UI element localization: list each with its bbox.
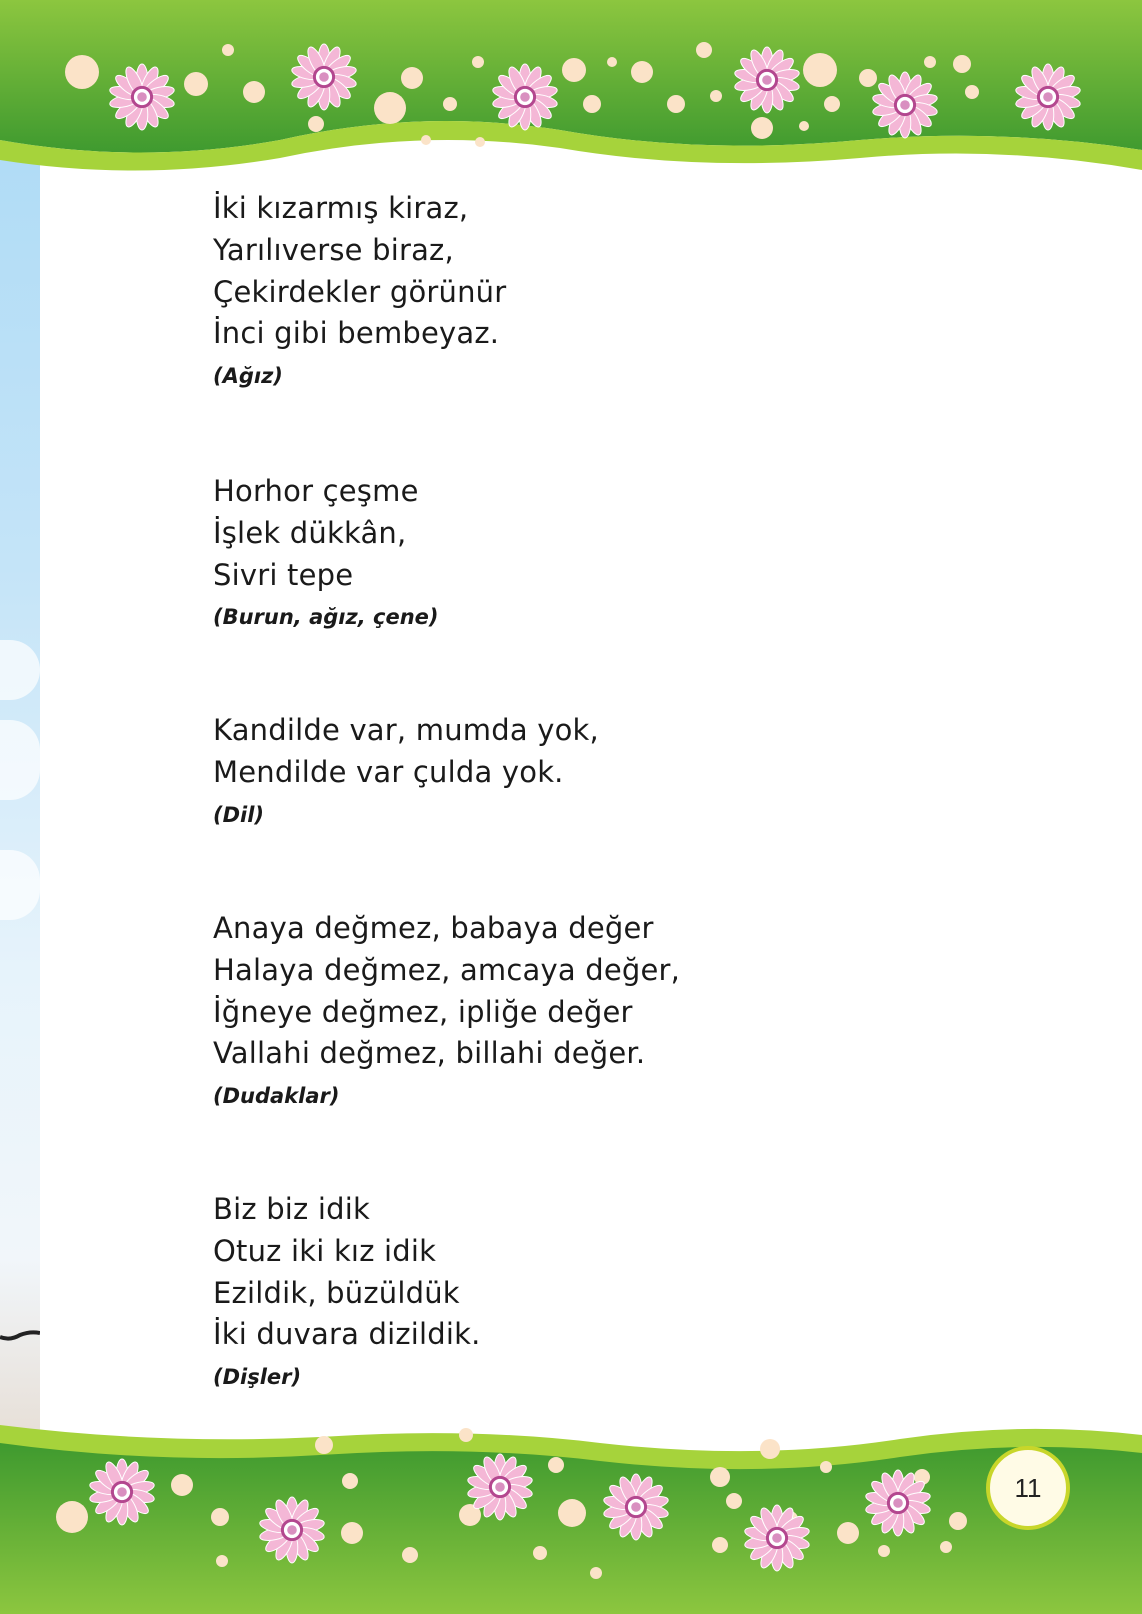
dot-decoration bbox=[171, 1474, 193, 1496]
dot-decoration bbox=[878, 1545, 890, 1557]
dot-decoration bbox=[712, 1537, 728, 1553]
riddle-answer: (Dudaklar) bbox=[213, 1084, 340, 1109]
riddle-block bbox=[213, 908, 680, 1111]
dot-decoration bbox=[374, 92, 406, 124]
riddle-line: Kandilde var, mumda yok, bbox=[213, 713, 599, 747]
riddle-line: Vallahi değmez, billahi değer. bbox=[213, 1036, 646, 1071]
dot-decoration bbox=[341, 1522, 363, 1544]
riddle-block bbox=[213, 1189, 481, 1392]
riddle-line: İki duvara dizildik. bbox=[213, 1317, 481, 1352]
dot-decoration bbox=[472, 56, 484, 68]
dot-decoration bbox=[421, 135, 431, 145]
dot-decoration bbox=[216, 1555, 228, 1567]
dot-decoration bbox=[459, 1428, 473, 1442]
dot-decoration bbox=[56, 1501, 88, 1533]
dot-decoration bbox=[443, 97, 457, 111]
dot-decoration bbox=[342, 1473, 358, 1489]
bottom-floral-band bbox=[0, 1425, 1142, 1614]
riddle-line: Halaya değmez, amcaya değer, bbox=[213, 952, 681, 987]
riddle-block bbox=[213, 710, 599, 830]
side-cloud bbox=[0, 720, 40, 800]
top-floral-band bbox=[0, 0, 1142, 180]
dot-decoration bbox=[222, 44, 234, 56]
riddle-line: İnci gibi bembeyaz. bbox=[213, 316, 500, 351]
dot-decoration bbox=[726, 1493, 742, 1509]
riddle-line: İki kızarmış kiraz, bbox=[213, 191, 469, 225]
riddle-line: Ezildik, büzüldük bbox=[213, 1275, 460, 1310]
dot-decoration bbox=[953, 55, 971, 73]
dot-decoration bbox=[308, 116, 324, 132]
riddle-answer: (Dil) bbox=[213, 802, 265, 827]
riddle-block bbox=[213, 188, 506, 391]
riddle-line: Horhor çeşme bbox=[213, 474, 419, 508]
dot-decoration bbox=[65, 55, 99, 89]
dot-decoration bbox=[710, 1467, 730, 1487]
dot-decoration bbox=[965, 85, 979, 99]
dot-decoration bbox=[760, 1439, 780, 1459]
riddle-block bbox=[213, 471, 439, 632]
dot-decoration bbox=[696, 42, 712, 58]
dot-decoration bbox=[751, 117, 773, 139]
dot-decoration bbox=[548, 1457, 564, 1473]
dot-decoration bbox=[667, 95, 685, 113]
riddle-line: Biz biz idik bbox=[213, 1192, 371, 1226]
dot-decoration bbox=[590, 1567, 602, 1579]
dot-decoration bbox=[402, 1547, 418, 1563]
riddle-line: Yarılıverse biraz, bbox=[213, 232, 454, 267]
dot-decoration bbox=[562, 58, 586, 82]
dot-decoration bbox=[315, 1436, 333, 1454]
dot-decoration bbox=[211, 1508, 229, 1526]
riddle-answer: (Burun, ağız, çene) bbox=[213, 605, 439, 630]
dot-decoration bbox=[558, 1499, 586, 1527]
dot-decoration bbox=[837, 1522, 859, 1544]
dot-decoration bbox=[710, 90, 722, 102]
dot-decoration bbox=[401, 67, 423, 89]
riddle-line: İğneye değmez, ipliğe değer bbox=[213, 994, 633, 1029]
riddle-answer: (Dişler) bbox=[213, 1365, 302, 1390]
dot-decoration bbox=[243, 81, 265, 103]
dot-decoration bbox=[799, 121, 809, 131]
side-sky-strip bbox=[0, 0, 40, 1614]
dot-decoration bbox=[583, 95, 601, 113]
branch-illustration bbox=[0, 1325, 40, 1345]
dot-decoration bbox=[803, 53, 837, 87]
riddle-line: Anaya değmez, babaya değer bbox=[213, 911, 654, 945]
dot-decoration bbox=[824, 96, 840, 112]
page-number-badge: 11 bbox=[986, 1446, 1070, 1530]
dot-decoration bbox=[820, 1461, 832, 1473]
dot-decoration bbox=[940, 1541, 952, 1553]
side-cloud bbox=[0, 850, 40, 920]
dot-decoration bbox=[184, 72, 208, 96]
dot-decoration bbox=[631, 61, 653, 83]
dot-decoration bbox=[924, 56, 936, 68]
dot-decoration bbox=[533, 1546, 547, 1560]
dot-decoration bbox=[859, 69, 877, 87]
riddle-line: Otuz iki kız idik bbox=[213, 1233, 437, 1268]
side-cloud bbox=[0, 640, 40, 700]
riddle-answer: (Ağız) bbox=[213, 364, 283, 389]
riddle-line: Mendilde var çulda yok. bbox=[213, 754, 564, 789]
riddle-line: Çekirdekler görünür bbox=[213, 274, 507, 309]
riddle-line: Sivri tepe bbox=[213, 557, 354, 592]
dot-decoration bbox=[475, 137, 485, 147]
dot-decoration bbox=[949, 1512, 967, 1530]
riddle-line: İşlek dükkân, bbox=[213, 515, 407, 550]
dot-decoration bbox=[607, 57, 617, 67]
